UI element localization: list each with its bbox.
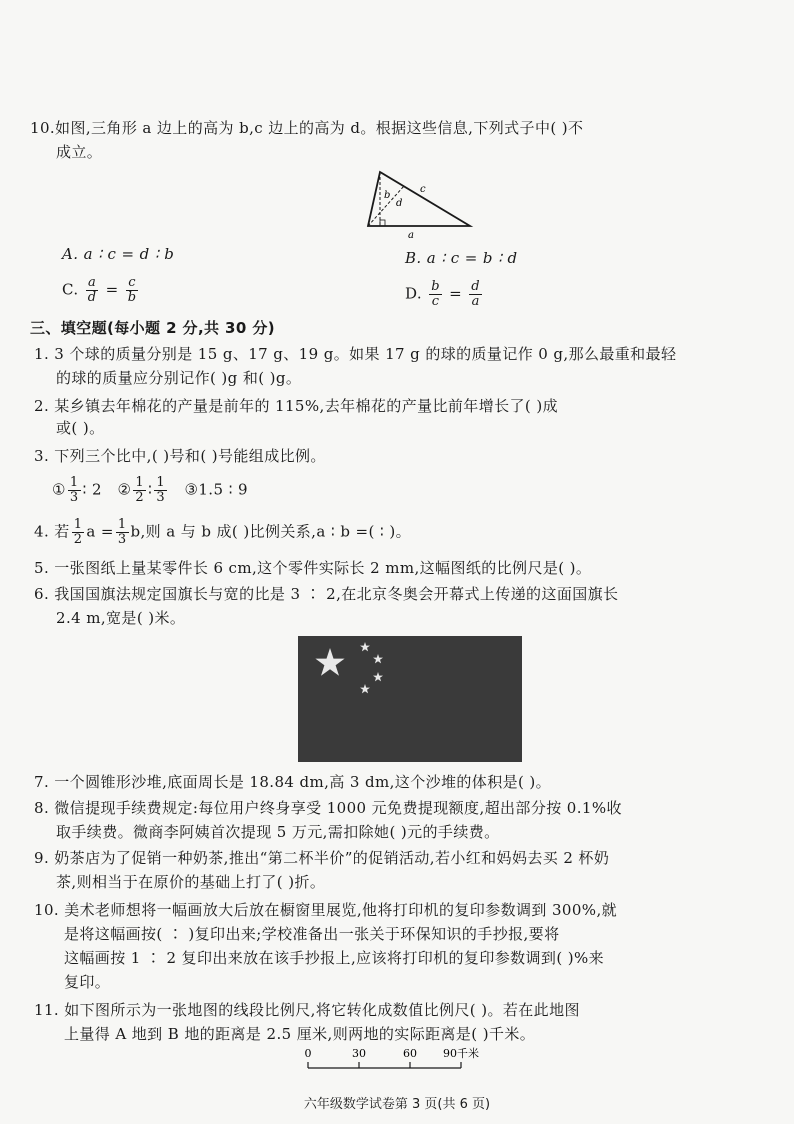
item1-line2: 的球的质量应分别记作( )g 和( )g。	[56, 369, 302, 387]
item10-line3: 这幅画按 1 ∶ 2 复印出来放在该手抄报上,应该将打印机的复印参数调到( )%来	[64, 949, 605, 967]
item8-line2: 取手续费。微商李阿姨首次提现 5 万元,需扣除她( )元的手续费。	[56, 823, 500, 841]
fig-label-b: b	[384, 190, 391, 201]
item10-line2: 是将这幅画按( ∶ )复印出来;学校准备出一张关于环保知识的手抄报,要将	[64, 925, 560, 943]
item1-line1: 1. 3 个球的质量分别是 15 g、17 g、19 g。如果 17 g 的球的质量记作 0 g,那么最重和最轻	[34, 345, 677, 363]
page-footer: 六年级数学试卷第 3 页(共 6 页)	[303, 1097, 491, 1112]
scale-label-0: 0	[304, 1047, 312, 1060]
q10-line1: 10.如图,三角形 a 边上的高为 b,c 边上的高为 d。根据这些信息,下列式子中( )不	[30, 119, 584, 137]
q10-option-c: C. $\frac{a}{d}$ = $\frac{c}{b}$	[62, 275, 137, 305]
scale-label-90: 90千米	[443, 1047, 479, 1060]
item6-line2: 2.4 m,宽是( )米。	[56, 609, 186, 627]
item11-line2: 上量得 A 地到 B 地的距离是 2.5 厘米,则两地的实际距离是( )千米。	[64, 1025, 536, 1043]
item9-line1: 9. 奶茶店为了促销一种奶茶,推出“第二杯半价”的促销活动,若小红和妈妈去买 2 杯奶	[34, 849, 610, 867]
item3-line1: 3. 下列三个比中,( )号和( )号能组成比例。	[34, 447, 326, 465]
q10-option-a: A. a ∶ c = d ∶ b	[62, 245, 175, 263]
item2-line2: 或( )。	[56, 419, 105, 437]
item9-line2: 茶,则相当于在原价的基础上打了( )折。	[56, 873, 326, 891]
item5: 5. 一张图纸上量某零件长 6 cm,这个零件实际长 2 mm,这幅图纸的比例尺是( )。	[34, 559, 592, 577]
item2-line1: 2. 某乡镇去年棉花的产量是前年的 115%,去年棉花的产量比前年增长了( )成	[34, 397, 558, 415]
q10-option-d: D. $\frac{b}{c}$ = $\frac{d}{a}$	[405, 279, 481, 309]
scale-label-60: 60	[403, 1047, 417, 1060]
item3-ratios: ① $\frac{1}{3}$ ∶ 2 ② $\frac{1}{2}$ ∶ $\frac{1}{3}$ ③1.5 ∶ 9	[52, 475, 248, 505]
q10-option-b: B. a ∶ c = b ∶ d	[405, 249, 518, 267]
item6-line1: 6. 我国国旗法规定国旗长与宽的比是 3 ∶ 2,在北京冬奥会开幕式上传递的这面国旗长	[34, 585, 619, 603]
scale-label-30: 30	[352, 1047, 366, 1060]
item10-line4: 复印。	[64, 973, 111, 991]
triangle-figure	[360, 168, 480, 240]
scale-bar	[296, 1046, 506, 1076]
item4: 4. 若 $\frac{1}{2}$ a = $\frac{1}{3}$ b,则 a 与 b 成( )比例关系,a ∶ b =( ∶ )。	[34, 517, 412, 547]
item11-line1: 11. 如下图所示为一张地图的线段比例尺,将它转化成数值比例尺( )。若在此地图	[34, 1001, 580, 1019]
q10-line2: 成立。	[56, 143, 103, 161]
flag-image	[298, 636, 522, 762]
section3-heading: 三、填空题(每小题 2 分,共 30 分)	[30, 319, 276, 337]
fig-label-c: c	[420, 184, 426, 195]
fig-label-d: d	[396, 198, 403, 209]
item10-line1: 10. 美术老师想将一幅画放大后放在橱窗里展览,他将打印机的复印参数调到 300%,就	[34, 901, 618, 919]
fig-label-a: a	[408, 230, 414, 240]
item8-line1: 8. 微信提现手续费规定:每位用户终身享受 1000 元免费提现额度,超出部分按 0.1%收	[34, 799, 622, 817]
item7: 7. 一个圆锥形沙堆,底面周长是 18.84 dm,高 3 dm,这个沙堆的体积是( )。	[34, 773, 552, 791]
